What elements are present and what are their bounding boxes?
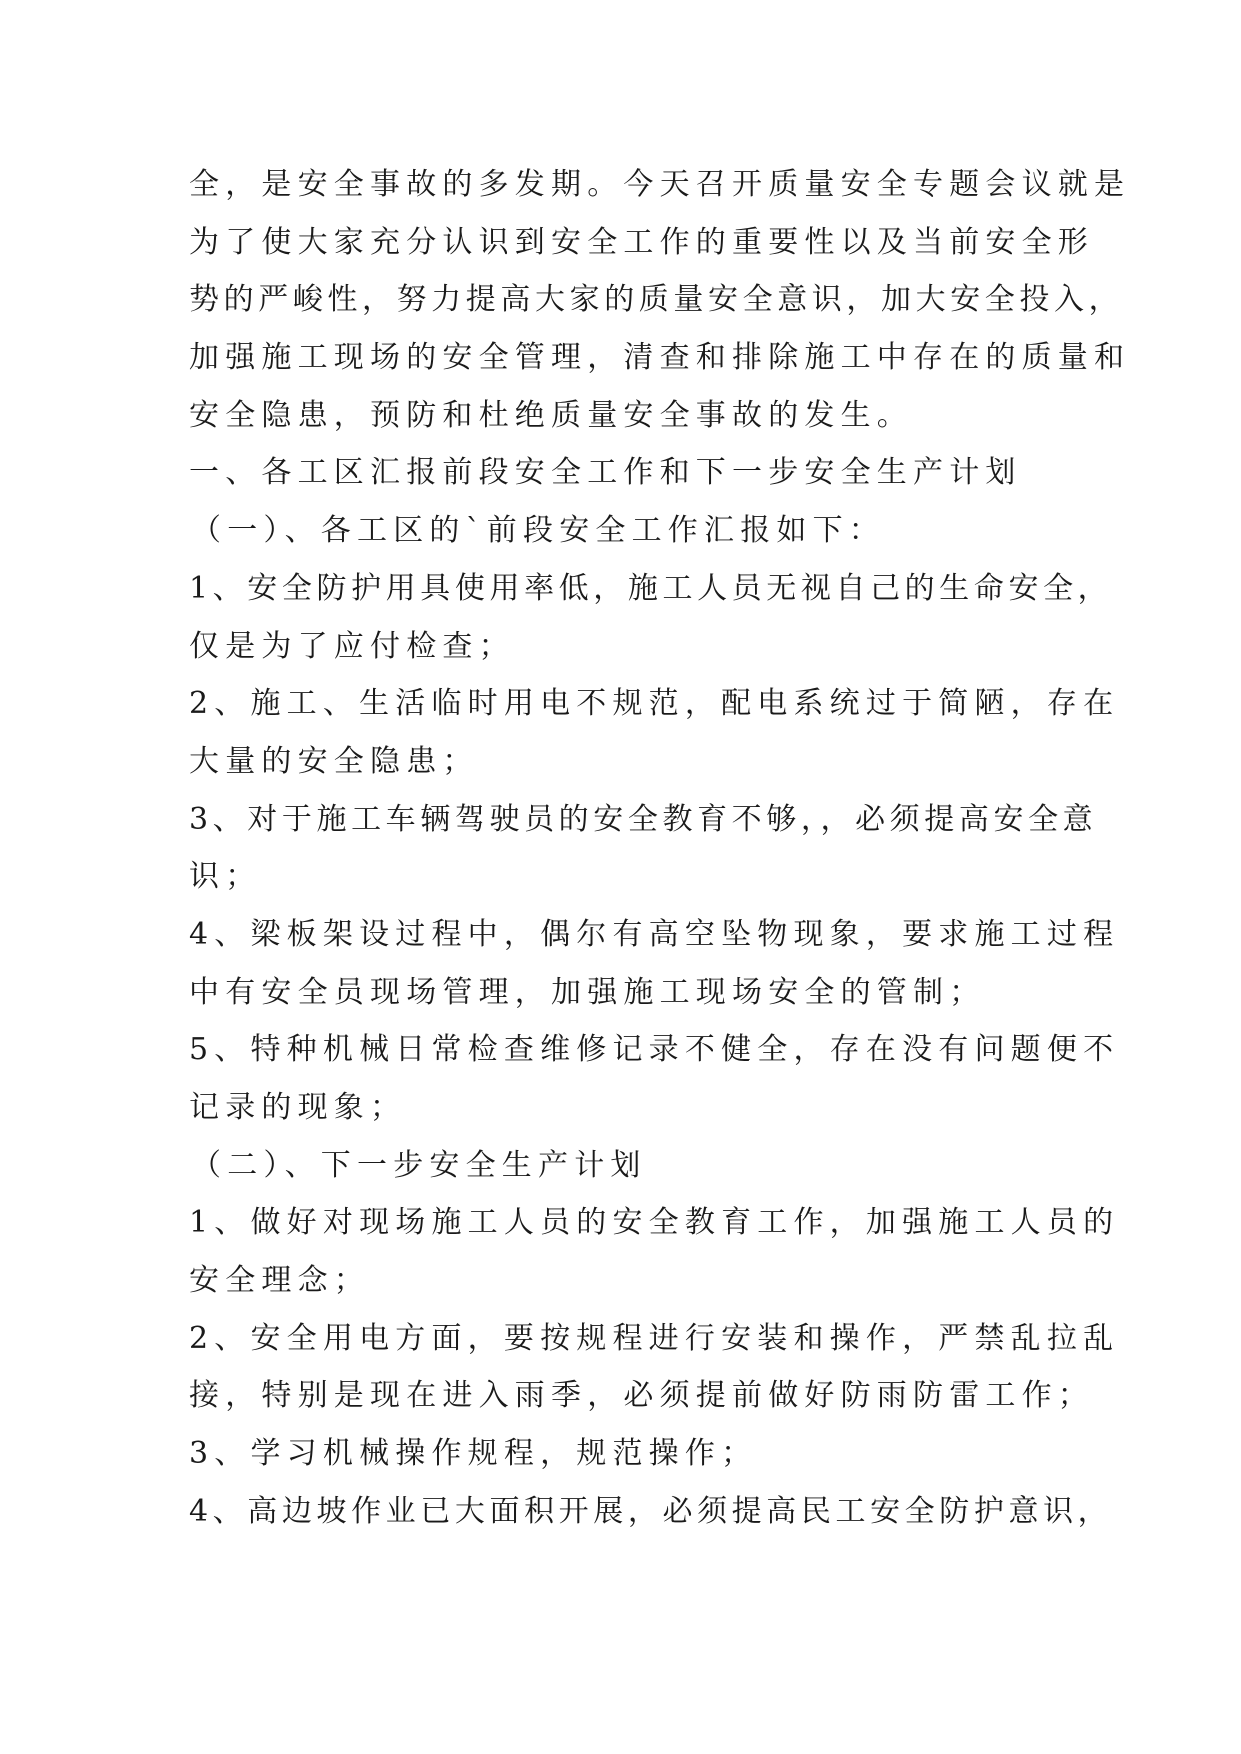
text-line: 为了使大家充分认识到安全工作的重要性以及当前安全形	[189, 224, 1094, 260]
list-item-text: 1、做好对现场施工人员的安全教育工作，加强施工人员的	[189, 1205, 1120, 1241]
list-item-text: 中有安全员现场管理，加强施工现场安全的管制；	[189, 974, 986, 1010]
list-item-text: 4、梁板架设过程中，偶尔有高空坠物现象，要求施工过程	[189, 916, 1120, 952]
subsection-heading: （一）、各工区的`前段安全工作汇报如下：	[191, 513, 885, 549]
text-line: 加强施工现场的安全管理，清查和排除施工中存在的质量和	[189, 340, 1131, 376]
list-item-text: 记录的现象；	[189, 1090, 407, 1125]
list-item-text: 3、学习机械操作规程，规范操作；	[189, 1436, 758, 1472]
list-item-text: 3、对于施工车辆驾驶员的安全教育不够，，必须提高安全意	[189, 801, 1098, 837]
section-heading: 一、各工区汇报前段安全工作和下一步安全生产计划	[189, 455, 1022, 491]
text-line: 全，是安全事故的多发期。今天召开质量安全专题会议就是	[189, 167, 1131, 202]
list-item-text: 2、安全用电方面，要按规程进行安装和操作，严禁乱拉乱	[189, 1320, 1120, 1356]
list-item-text: 安全理念；	[189, 1263, 370, 1299]
list-item-text: 4、高边坡作业已大面积开展，必须提高民工安全防护意识，	[189, 1493, 1113, 1529]
list-item-text: 大量的安全隐患；	[189, 743, 479, 779]
list-item-text: 仅是为了应付检查；	[189, 628, 515, 664]
list-item-text: 1、安全防护用具使用率低，施工人员无视自己的生命安全，	[189, 570, 1113, 606]
text-line: 安全隐患，预防和杜绝质量安全事故的发生。	[189, 397, 913, 433]
list-item-text: 2、施工、生活临时用电不规范，配电系统过于简陋，存在	[189, 686, 1120, 722]
document-body	[189, 156, 1131, 1541]
text-line: 势的严峻性，努力提高大家的质量安全意识，加大安全投入，	[189, 282, 1124, 318]
subsection-heading: （二）、下一步安全生产计划	[191, 1147, 647, 1183]
list-item-text: 5、特种机械日常检查维修记录不健全，存在没有问题便不	[189, 1032, 1120, 1068]
list-item-text: 接，特别是现在进入雨季，必须提前做好防雨防雷工作；	[189, 1378, 1094, 1414]
list-item-text: 识；	[189, 859, 262, 895]
